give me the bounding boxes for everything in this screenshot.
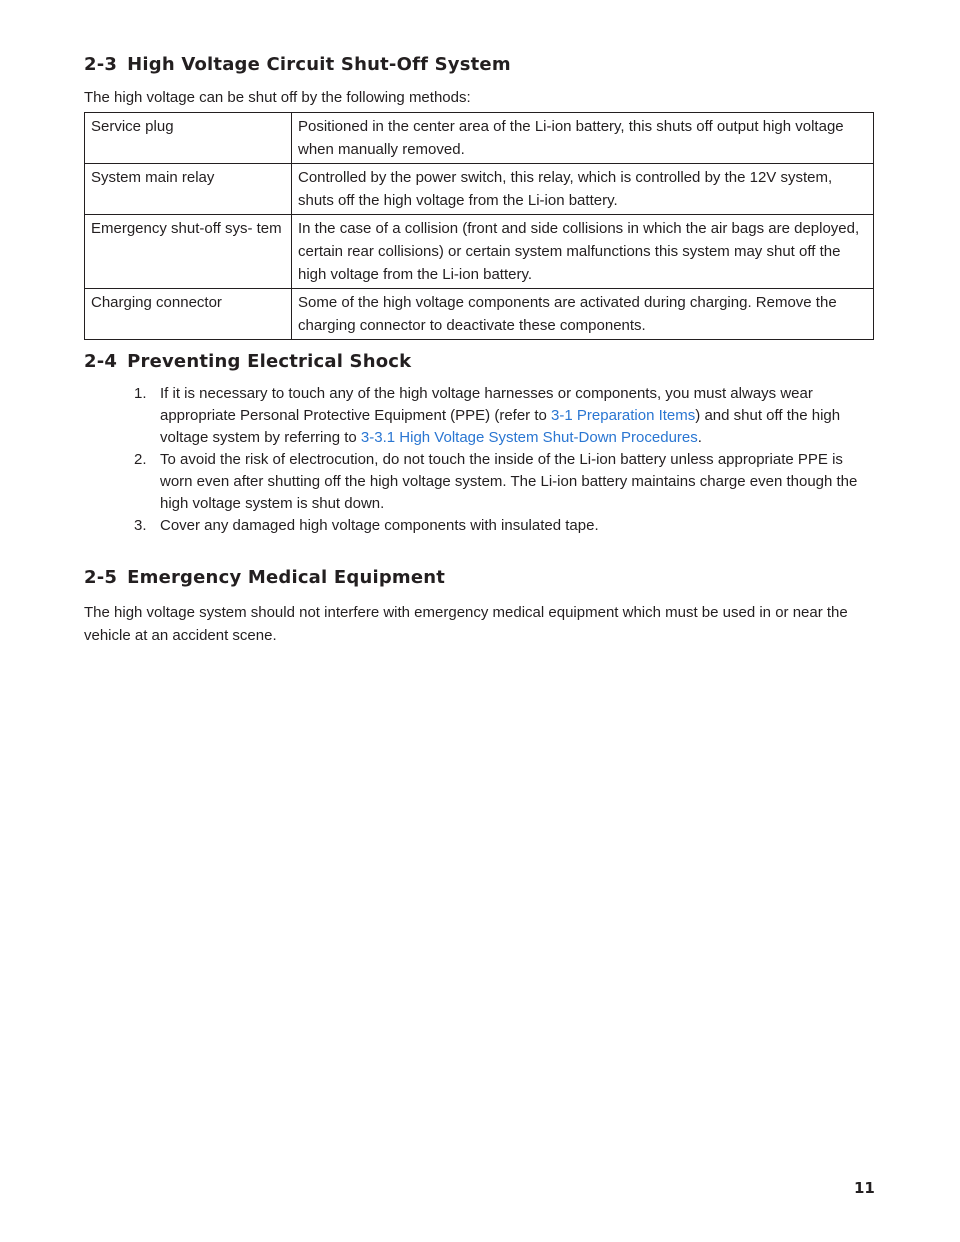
list-item xyxy=(126,515,866,537)
method-cell: Charging connector xyxy=(85,289,292,340)
page-number: 11 xyxy=(854,1179,875,1197)
item-text: If it is necessary to touch any of the high voltage harnesses or components, you must always wear appropriate Personal Protective Equipment (PPE) (refer to xyxy=(160,385,813,424)
safety-steps-list xyxy=(126,383,866,537)
description-cell: Positioned in the center area of the Li-ion battery, this shuts off output high voltage when manually removed. xyxy=(292,113,874,164)
section-title: High Voltage Circuit Shut-Off System xyxy=(127,54,511,75)
description-cell: Some of the high voltage components are activated during charging. Remove the charging connector to deactivate these components. xyxy=(292,289,874,340)
table-row xyxy=(85,164,874,215)
section-title: Preventing Electrical Shock xyxy=(127,351,412,372)
method-cell: System main relay xyxy=(85,164,292,215)
section-paragraph: The high voltage system should not interfere with emergency medical equipment which must be used in or near the vehicle at an accident scene. xyxy=(84,604,848,644)
section-heading-2-5 xyxy=(84,567,445,588)
shutoff-methods-table xyxy=(84,112,874,340)
table-row xyxy=(85,289,874,340)
section-heading-2-4 xyxy=(84,351,411,372)
table-row xyxy=(85,215,874,289)
item-text: ) and shut off the high voltage system by referring to xyxy=(160,407,841,446)
item-text: Cover any damaged high voltage components with insulated tape. xyxy=(160,517,599,534)
method-cell: Emergency shut-off sys- tem xyxy=(85,215,292,289)
item-text: . xyxy=(697,429,702,446)
section-intro: The high voltage can be shut off by the following methods: xyxy=(84,89,471,106)
link-shutdown-procedures[interactable]: 3-3.1 High Voltage System Shut-Down Procedures xyxy=(360,429,698,446)
section-heading-2-3 xyxy=(84,54,511,75)
list-item xyxy=(126,449,866,515)
list-item xyxy=(126,383,866,449)
description-cell: Controlled by the power switch, this relay, which is controlled by the 12V system, shuts off the high voltage from the Li-ion battery. xyxy=(292,164,874,215)
item-number: 1. xyxy=(134,385,147,402)
item-text: To avoid the risk of electrocution, do not touch the inside of the Li-ion battery unless appropriate PPE is worn even after shutting off the high voltage system. The Li-ion battery maintains charge even though the high voltage system is shut down. xyxy=(160,451,858,512)
item-number: 3. xyxy=(134,517,147,534)
item-number: 2. xyxy=(134,451,147,468)
table-row xyxy=(85,113,874,164)
section-number: 2-5 xyxy=(84,567,118,588)
section-title: Emergency Medical Equipment xyxy=(127,567,446,588)
link-preparation-items[interactable]: 3-1 Preparation Items xyxy=(551,407,696,424)
section-number: 2-4 xyxy=(84,351,118,372)
description-cell: In the case of a collision (front and side collisions in which the air bags are deployed, certain rear collisions) or certain system malfunctions this system may shut off the high voltage from the Li-ion battery. xyxy=(292,215,874,289)
method-cell: Service plug xyxy=(85,113,292,164)
section-number: 2-3 xyxy=(84,54,118,75)
